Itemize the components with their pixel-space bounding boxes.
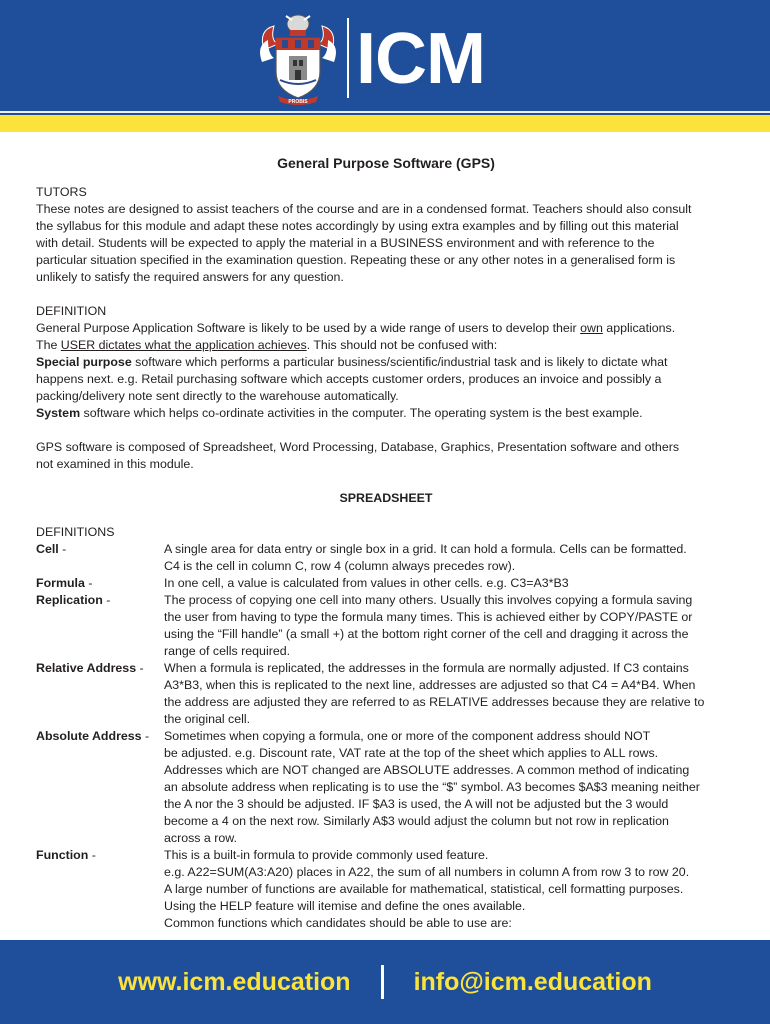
term-dash: - xyxy=(58,542,67,556)
definition-row-absolute-address xyxy=(36,728,736,847)
definition-line: the original cell. xyxy=(164,712,251,726)
definition-text: General Purpose Application Software is likely to be used by a wide range of users to develop their xyxy=(36,321,581,335)
term-dash: - xyxy=(88,848,96,862)
tutors-heading: TUTORS xyxy=(36,185,87,199)
definition-line: the user from having to type the formula many times. This is achieved either by COPY/PASTE or xyxy=(164,610,693,624)
email-link[interactable]: info@icm.education xyxy=(413,967,652,996)
definition-line: become a 4 on the next row. Similarly A$3 would adjust the column but not row in replication xyxy=(164,814,669,828)
definition-line: Sometimes when copying a formula, one or more of the component address should NOT xyxy=(164,729,651,743)
definition-row-formula xyxy=(36,575,736,592)
definition-text xyxy=(164,575,736,592)
definition-line: The process of copying one cell into many others. Usually this involves copying a formula saving xyxy=(164,593,693,607)
spreadsheet-heading: SPREADSHEET xyxy=(339,491,433,505)
definition-line: A large number of functions are available for mathematical, statistical, cell formatting purposes. xyxy=(164,882,684,896)
definition-line xyxy=(36,337,736,354)
definition-row-relative-address xyxy=(36,660,736,728)
tutors-line: These notes are designed to assist teachers of the course and are in a condensed format. Teachers should also consult xyxy=(36,202,692,216)
definition-line: A3*B3, when this is replicated to the next line, addresses are adjusted so that C4 = A4*B4. When xyxy=(164,678,696,692)
definition-term xyxy=(36,660,164,728)
definition-line xyxy=(36,320,736,337)
definition-term xyxy=(36,847,164,932)
gps-line: GPS software is composed of Spreadsheet, Word Processing, Database, Graphics, Presentation software and others xyxy=(36,440,680,454)
term-name: Relative Address xyxy=(36,661,137,675)
definition-line: Using the HELP feature will itemise and define the ones available. xyxy=(164,899,526,913)
special-purpose-text: software which performs a particular business/scientific/industrial task and is likely to dictate what xyxy=(131,355,668,369)
term-name: Formula xyxy=(36,576,85,590)
special-purpose-term: Special purpose xyxy=(36,355,132,369)
definition-text: . This should not be confused with: xyxy=(306,338,498,352)
footer-divider xyxy=(381,965,384,999)
definition-term xyxy=(36,592,164,660)
definition-row-cell xyxy=(36,541,736,575)
definition-line: A single area for data entry or single box in a grid. It can hold a formula. Cells can be formatted. xyxy=(164,542,687,556)
definition-line: C4 is the cell in column C, row 4 (column always precedes row). xyxy=(164,559,516,573)
term-name: Function xyxy=(36,848,89,862)
special-purpose-line xyxy=(36,354,736,371)
website-link[interactable]: www.icm.education xyxy=(118,967,351,996)
definition-text xyxy=(164,592,736,660)
definition-row-replication xyxy=(36,592,736,660)
term-dash: - xyxy=(84,576,93,590)
gps-line: not examined in this module. xyxy=(36,457,194,471)
header-rule xyxy=(0,111,770,113)
definition-line: be adjusted. e.g. Discount rate, VAT rate at the top of the sheet which applies to ALL rows. xyxy=(164,746,659,760)
definition-line: Addresses which are NOT changed are ABSOLUTE addresses. A common method of indicating xyxy=(164,763,690,777)
crest-motto: PROBIS xyxy=(288,99,308,105)
definition-line: the address are adjusted they are referred to as RELATIVE addresses because they are relative to xyxy=(164,695,705,709)
definition-underlined-text: USER dictates what the application achieves xyxy=(60,338,307,352)
definition-line: Common functions which candidates should be able to use are: xyxy=(164,916,512,930)
definition-term xyxy=(36,575,164,592)
definition-line: range of cells required. xyxy=(164,644,291,658)
special-purpose-line: happens next. e.g. Retail purchasing software which accepts customer orders, produces an invoice and possibly a xyxy=(36,372,662,386)
term-name: Cell xyxy=(36,542,59,556)
logo-text: ICM xyxy=(356,19,485,99)
definitions-heading: DEFINITIONS xyxy=(36,525,115,539)
definition-text: The xyxy=(36,338,61,352)
document-body xyxy=(36,150,736,932)
system-line xyxy=(36,405,736,422)
definition-line: When a formula is replicated, the addresses in the formula are normally adjusted. If C3 contains xyxy=(164,661,689,675)
page-title: General Purpose Software (GPS) xyxy=(277,155,495,171)
definition-line: an absolute address when replicating is to use the “$” symbol. A3 becomes $A$3 meaning neither xyxy=(164,780,700,794)
footer-banner xyxy=(0,940,770,1024)
definition-line: In one cell, a value is calculated from values in other cells. e.g. C3=A3*B3 xyxy=(164,576,569,590)
definition-line: This is a built-in formula to provide commonly used feature. xyxy=(164,848,489,862)
term-dash: - xyxy=(136,661,144,675)
tutors-line: the syllabus for this module and adapt these notes accordingly by using extra examples and by filling out this material xyxy=(36,219,679,233)
definition-text xyxy=(164,847,736,932)
definition-text xyxy=(164,541,736,575)
definition-term xyxy=(36,728,164,847)
definition-heading: DEFINITION xyxy=(36,304,107,318)
definition-text xyxy=(164,660,736,728)
definition-text: applications. xyxy=(602,321,676,335)
definition-line: using the “Fill handle” (a small +) at the bottom right corner of the cell and dragging it across the xyxy=(164,627,689,641)
tutors-line: with detail. Students will be expected to apply the material in a BUSINESS environment and with reference to the xyxy=(36,236,655,250)
system-text: software which helps co-ordinate activities in the computer. The operating system is the best example. xyxy=(80,406,643,420)
header-divider xyxy=(347,18,349,98)
system-term: System xyxy=(36,406,81,420)
term-name: Absolute Address xyxy=(36,729,142,743)
tutors-line: particular situation specified in the examination question. Repeating these or any other notes in a generalised form is xyxy=(36,253,676,267)
header-yellow-stripe xyxy=(0,115,770,132)
definition-line: across a row. xyxy=(164,831,237,845)
footer-contact xyxy=(0,940,770,1024)
term-name: Replication xyxy=(36,593,103,607)
definition-row-function xyxy=(36,847,736,932)
definition-underlined-text: own xyxy=(580,321,603,335)
term-dash: - xyxy=(141,729,150,743)
header-banner xyxy=(0,0,770,115)
definition-text xyxy=(164,728,736,847)
term-dash: - xyxy=(102,593,111,607)
definition-line: e.g. A22=SUM(A3:A20) places in A22, the sum of all numbers in column A from row 3 to row 20. xyxy=(164,865,690,879)
special-purpose-line: packing/delivery note sent directly to the warehouse automatically. xyxy=(36,389,399,403)
definition-term xyxy=(36,541,164,575)
crest-logo xyxy=(256,10,340,106)
definition-line: the A nor the 3 should be adjusted. IF $A3 is used, the A will not be adjusted but the 3 would xyxy=(164,797,669,811)
tutors-line: unlikely to satisfy the required answers for any question. xyxy=(36,270,344,284)
